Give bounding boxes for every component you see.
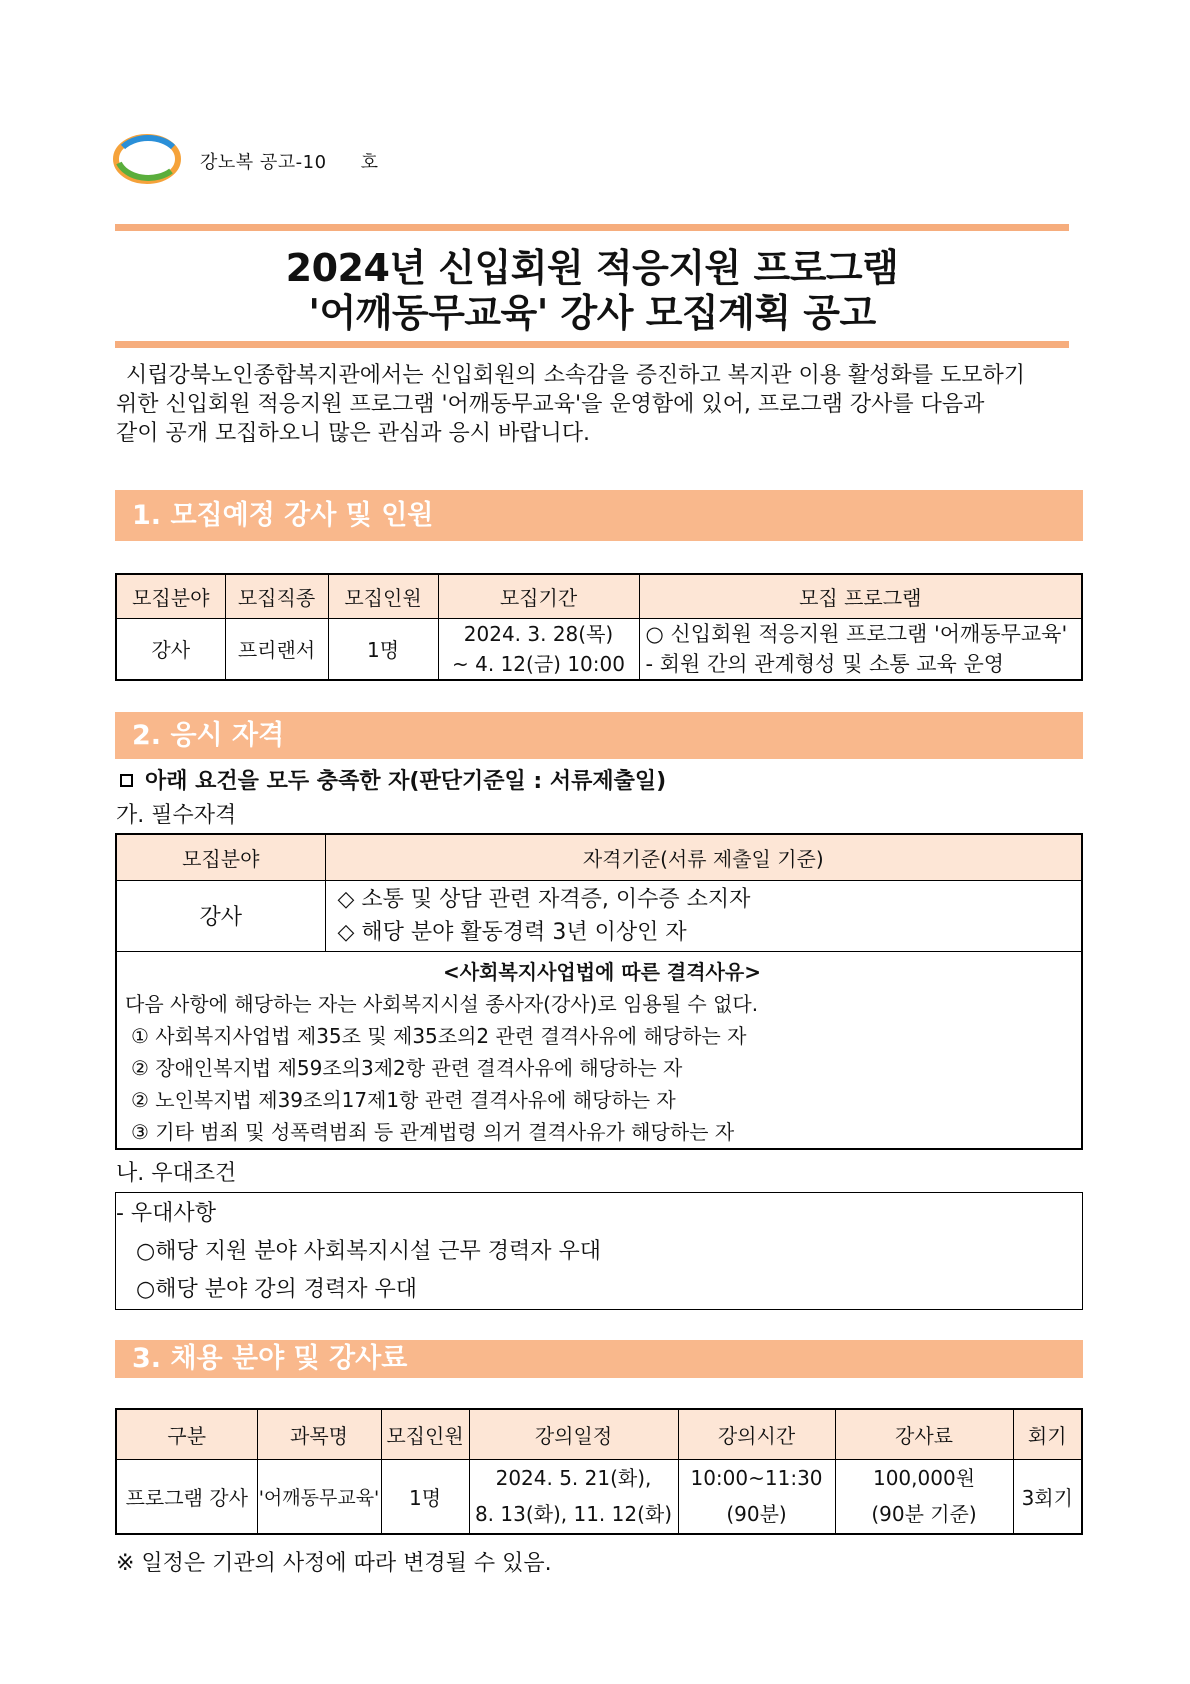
header-cell: 모집분야 (116, 834, 325, 880)
header-cell: 모집인원 (381, 1409, 469, 1459)
fee-line-2: (90분 기준) (871, 1502, 977, 1527)
schedule-line-2: 8. 13(화), 11. 12(화) (474, 1502, 673, 1527)
requirement-line (120, 764, 666, 795)
header-cell: 모집인원 (328, 574, 438, 618)
field-cell: 강사 (116, 880, 325, 951)
subheading-a: 가. 필수자격 (116, 803, 237, 828)
header-cell: 강사료 (835, 1409, 1013, 1459)
disqualification-item: ② 노인복지법 제39조의17제1항 관련 결격사유에 해당하는 자 (131, 1087, 676, 1112)
program-line-1: ○ 신입회원 적응지원 프로그램 '어깨동무교육' (645, 621, 1068, 646)
header-cell: 자격기준(서류 제출일 기준) (325, 834, 1082, 880)
schedule-line-1: 2024. 5. 21(화), (495, 1466, 652, 1491)
section-2-heading: 2. 응시 자격 (115, 712, 1083, 759)
organization-logo-icon (113, 133, 181, 185)
intro-line-1: 시립강북노인종합복지관에서는 신입회원의 소속감을 증진하고 복지관 이용 활성화를 도모하기 (126, 363, 1026, 388)
table-header-row (116, 1409, 1082, 1459)
header-cell: 구분 (116, 1409, 257, 1459)
lecture-table (115, 1408, 1083, 1535)
header-cell: 강의일정 (469, 1409, 678, 1459)
sessions-cell: 3회기 (1013, 1459, 1082, 1534)
section-1-heading: 1. 모집예정 강사 및 인원 (115, 490, 1083, 541)
qualification-table (115, 833, 1083, 1150)
title-line-1: 2024년 신입회원 적응지원 프로그램 (285, 246, 899, 290)
count-cell: 1명 (328, 618, 438, 680)
count-cell: 1명 (381, 1459, 469, 1534)
preferred-item: ○해당 분야 강의 경력자 우대 (136, 1277, 417, 1302)
intro-line-2: 위한 신입회원 적응지원 프로그램 '어깨동무교육'을 운영함에 있어, 프로그램 강사를 다음과 (116, 392, 985, 417)
header-cell: 모집직종 (225, 574, 328, 618)
intro-paragraph (116, 361, 1076, 448)
square-bullet-icon (120, 774, 133, 787)
notice-number (200, 148, 378, 174)
requirement-text: 아래 요건을 모두 충족한 자(판단기준일 : 서류제출일) (145, 769, 667, 794)
preferred-item: ○해당 지원 분야 사회복지시설 근무 경력자 우대 (136, 1239, 601, 1264)
program-line-2: - 회원 간의 관계형성 및 소통 교육 운영 (645, 651, 1005, 676)
criteria-item: ◇ 소통 및 상담 관련 자격증, 이수증 소지자 (337, 886, 751, 912)
section-3-heading: 3. 채용 분야 및 강사료 (115, 1340, 1083, 1378)
page-title (115, 246, 1069, 336)
category-cell: 프로그램 강사 (116, 1459, 257, 1534)
header-cell: 회기 (1013, 1409, 1082, 1459)
time-line-2: (90분) (726, 1502, 787, 1527)
disqualification-item: ① 사회복지사업법 제35조 및 제35조의2 관련 결격사유에 해당하는 자 (131, 1023, 747, 1048)
period-cell (438, 618, 639, 680)
intro-line-3: 같이 공개 모집하오니 많은 관심과 응시 바랍니다. (116, 421, 590, 446)
period-line-2: ~ 4. 12(금) 10:00 (452, 651, 625, 676)
subheading-b: 나. 우대조건 (116, 1161, 237, 1186)
table-row (116, 951, 1082, 1149)
subject-cell: '어깨동무교육' (257, 1459, 381, 1534)
header-cell: 강의시간 (678, 1409, 835, 1459)
fee-cell (835, 1459, 1013, 1534)
criteria-cell (325, 880, 1082, 951)
disqualification-item: ② 장애인복지법 제59조의3제2항 관련 결격사유에 해당하는 자 (131, 1055, 683, 1080)
field-cell: 강사 (116, 618, 225, 680)
header-cell: 과목명 (257, 1409, 381, 1459)
time-line-1: 10:00~11:30 (690, 1466, 823, 1491)
table-row (116, 618, 1082, 680)
notice-suffix: 호 (360, 152, 379, 173)
notice-prefix: 강노복 공고-10 (200, 152, 327, 173)
preferred-box (115, 1192, 1083, 1310)
disqualification-title: <사회복지사업법에 따른 결격사유> (443, 959, 761, 984)
title-line-2: '어깨동무교육' 강사 모집계획 공고 (308, 291, 876, 335)
bottom-rule (115, 341, 1069, 348)
table-row (116, 1459, 1082, 1534)
schedule-cell (469, 1459, 678, 1534)
header-cell: 모집 프로그램 (639, 574, 1082, 618)
job-cell: 프리랜서 (225, 618, 328, 680)
table-header-row (116, 574, 1082, 618)
preferred-title: - 우대사항 (116, 1201, 216, 1226)
criteria-item: ◇ 해당 분야 활동경력 3년 이상인 자 (337, 919, 687, 945)
fee-line-1: 100,000원 (872, 1466, 976, 1491)
recruitment-table (115, 573, 1083, 681)
disqualification-item: ③ 기타 범죄 및 성폭력범죄 등 관계법령 의거 결격사유가 해당하는 자 (131, 1119, 735, 1144)
schedule-note: ※ 일정은 기관의 사정에 따라 변경될 수 있음. (116, 1551, 552, 1576)
disqualification-intro: 다음 사항에 해당하는 자는 사회복지시설 종사자(강사)로 임용될 수 없다. (125, 991, 759, 1016)
table-row (116, 880, 1082, 951)
header-cell: 모집분야 (116, 574, 225, 618)
disqualification-cell (116, 951, 1082, 1149)
top-rule (115, 224, 1069, 231)
time-cell (678, 1459, 835, 1534)
table-header-row (116, 834, 1082, 880)
program-cell (639, 618, 1082, 680)
header-cell: 모집기간 (438, 574, 639, 618)
period-line-1: 2024. 3. 28(목) (463, 621, 614, 646)
